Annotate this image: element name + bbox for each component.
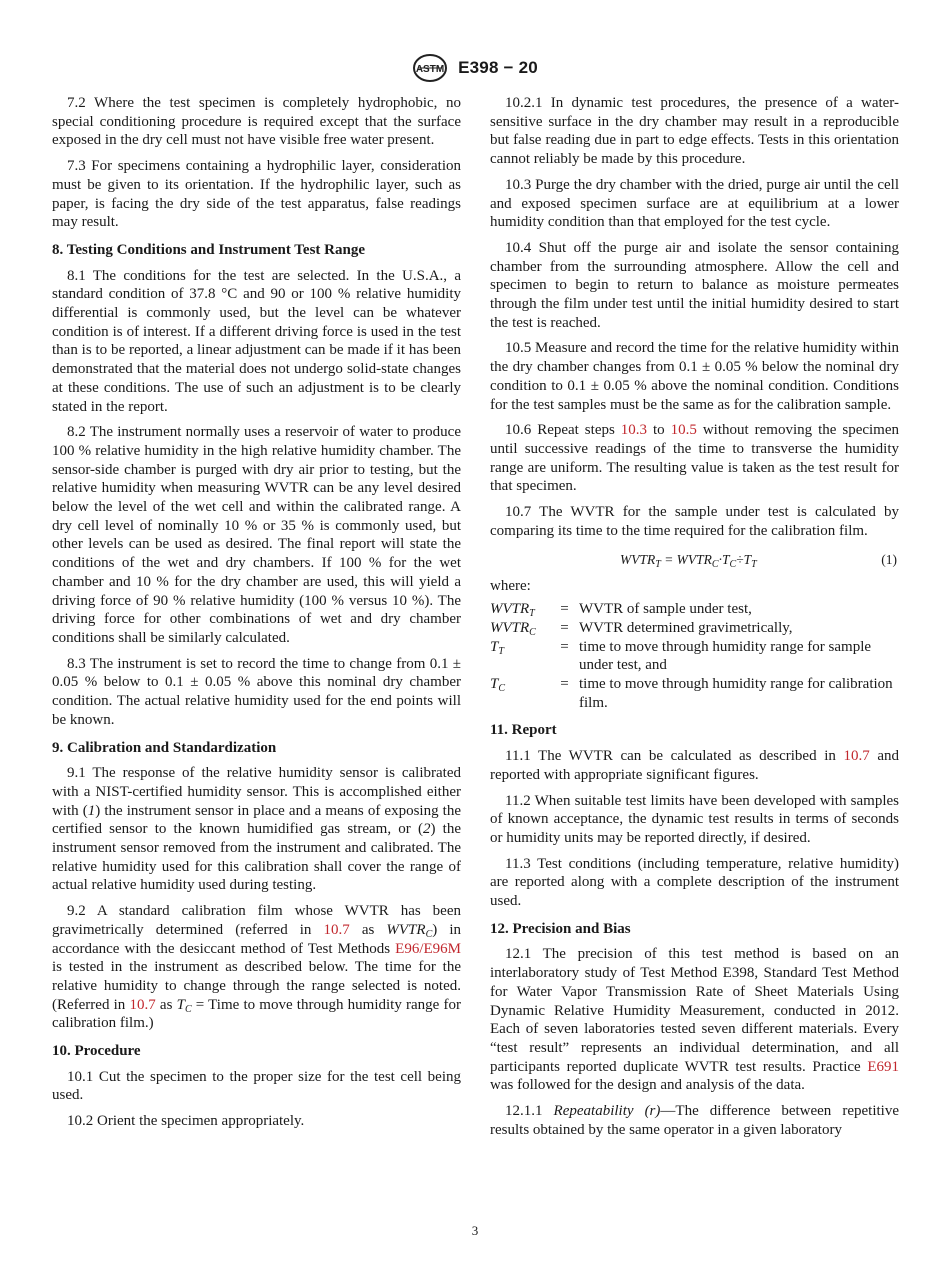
standard-code: E398 − 20	[458, 58, 538, 77]
paragraph-11-3: 11.3 Test conditions (including temperature, relative humidity) are reported along with a complete description of the instrument used.	[490, 855, 899, 910]
ref-link-e96[interactable]: E96/E96M	[395, 940, 461, 957]
section-heading-8: 8. Testing Conditions and Instrument Test Range	[52, 241, 366, 258]
paragraph-10-7: 10.7 The WVTR for the sample under test is calculated by comparing its time to the time required for the calibration film.	[490, 504, 899, 539]
paragraph-10-6: 10.6 Repeat steps 10.3 to 10.5 without removing the specimen until successive readings of the time to transverse the humidity range are uniform. The resulting value is taken as the test result for that specimen.	[490, 422, 900, 495]
logo-letters: ASTM	[415, 64, 445, 75]
section-heading-11: 11. Report	[490, 722, 557, 739]
ref-link-10-3[interactable]: 10.3	[620, 422, 648, 439]
page-header	[0, 53, 950, 83]
ref-link-e691[interactable]: E691	[867, 1058, 899, 1075]
paragraph-8-2: 8.2 The instrument normally uses a reservoir of water to produce 100 % relative humidity in the high relative humidity chamber. The sensor-side chamber is purged with dry air prior to testing, but the relative humidity when measuring WVTR can be any level desired below the level of the wet cell and within the calibrated range. A dry cell level of nominally 10 % or 35 % is commonly used, but other levels can be used as desired. The final report will state the conditions of the wet and dry chambers. If 100 % for the wet chamber and 10 % for the dry chamber are used, this will yield a driving force of 90 % relative humidity (100 % versus 10 %). The driving force for other combinations of wet and dry chamber conditions shall be similarly calculated.	[52, 424, 461, 646]
paragraph-10-2-1: 10.2.1 In dynamic test procedures, the presence of a water-sensitive surface in the dry chamber may result in a reproducible but false reading due in part to edge effects. Tests in this orientation cannot reliably be made by this procedure.	[490, 95, 899, 168]
paragraph-9-2: 9.2 A standard calibration film whose WVTR has been gravimetrically determined (referred in 10.7 as $WVTR_C$) in accordance with the desiccant method of Test Methods E96/E96M is tested in the instrument as described below. The time for the relative humidity to change through the range selected is noted. (Referred in 10.7 as $T_C$ = Time to move through humidity range for calibration film.)	[52, 903, 462, 1032]
definition-row: $WVTR_C$ = WVTR determined gravimetrically,	[490, 619, 793, 638]
paragraph-10-4: 10.4 Shut off the purge air and isolate the sensor containing chamber from the surrounding atmosphere. Allow the cell and specimen to begin to return to balance as moisture permeates through the film under test until the initial humidity desired to start the test is reached.	[490, 239, 899, 331]
definition-row: $WVTR_T$ = WVTR of sample under test,	[490, 601, 752, 620]
paragraph-11-1: 11.1 The WVTR can be calculated as described in 10.7 and reported with appropriate significant figures.	[490, 748, 899, 783]
ref-link-10-7[interactable]: 10.7	[843, 748, 870, 765]
right-column	[490, 94, 899, 1146]
equation-1	[490, 547, 899, 571]
paragraph-9-1: 9.1 The response of the relative humidity sensor is calibrated with a NIST-certified humidity sensor. This is accomplished either with (1) the instrument sensor in place and a means of exposing the certified sensor to the known humidified gas stream, or (2) the instrument sensor removed from the instrument and calibrated. The relative humidity used for this calibration shall cover the range of actual relative humidity used during testing.	[52, 765, 461, 894]
astm-logo-icon	[412, 53, 448, 83]
paragraph-8-1: 8.1 The conditions for the test are selected. In the U.S.A., a standard condition of 37.8 °C and 90 or 100 % relative humidity differential is commonly used, but the level can be whatever condition is of interest. If a different driving force is used in the test than is to be reported, a linear adjustment can be made if it has been demonstrated that the material does not undergo solid-state changes at these conditions. The use of such an adjustment is to be clearly stated in the report.	[52, 267, 461, 415]
paragraph-10-3: 10.3 Purge the dry chamber with the dried, purge air until the cell and exposed specimen surface are at equilibrium at a lower humidity condition than that employed for the test cycle.	[490, 176, 899, 231]
paragraph-7-2: 7.2 Where the test specimen is completely hydrophobic, no special conditioning procedure is required except that the surface exposed in the dry cell must not have visible free water present.	[52, 95, 461, 149]
section-heading-9: 9. Calibration and Standardization	[52, 739, 277, 756]
ref-link-10-7[interactable]: 10.7	[323, 921, 350, 938]
paragraph-11-2: 11.2 When suitable test limits have been developed with samples of known acceptance, the dynamic test results in terms of seconds or humidity units may be reported directly, if desired.	[490, 792, 899, 846]
section-heading-12: 12. Precision and Bias	[490, 920, 631, 937]
paragraph-12-1-1: 12.1.1 Repeatability (r)—The difference between repetitive results obtained by the same operator in a given laboratory	[490, 1103, 899, 1138]
definition-row: $T_T$ = time to move through humidity range for sample under test, and	[490, 638, 872, 674]
where-label: where:	[490, 578, 531, 595]
paragraph-10-1: 10.1 Cut the specimen to the proper size for the test cell being used.	[52, 1068, 461, 1104]
paragraph-8-3: 8.3 The instrument is set to record the time to change from 0.1 ± 0.05 % below to 0.1 ± 0.05 % above this nominal dry chamber condition. The actual relative humidity used for the end points will be known.	[52, 655, 461, 728]
ref-link-10-7[interactable]: 10.7	[129, 996, 156, 1013]
definitions-table	[490, 600, 899, 712]
paragraph-10-2: 10.2 Orient the specimen appropriately.	[67, 1113, 305, 1130]
equation-number: (1)	[881, 552, 897, 568]
paragraph-10-5: 10.5 Measure and record the time for the relative humidity within the dry chamber changes from 0.1 ± 0.05 % below the nominal dry condition to 0.1 ± 0.05 % above the nominal condition. Conditions for the test samples must be the same as for the calibration sample.	[490, 340, 899, 413]
paragraph-7-3: 7.3 For specimens containing a hydrophilic layer, consideration must be given to its orientation. If the hydrophilic layer, such as paper, is facing the dry side of the test apparatus, false readings may result.	[52, 158, 461, 231]
left-column	[52, 94, 461, 1138]
paragraph-12-1: 12.1 The precision of this test method is based on an interlaboratory study of Test Method E398, Standard Test Method for Water Vapor Transmission Rate of Sheet Materials Using Dynamic Relative Humidity Measurement, conducted in 2012. Each of seven laboratories tested seven different materials. Every “test result” represents an individual determination, and all participants reported duplicate WVTR test results. Practice E691 was followed for the design and analysis of the data.	[490, 946, 899, 1094]
page-number: 3	[471, 1223, 479, 1238]
definition-row: $T_C$ = time to move through humidity range for calibration film.	[490, 675, 893, 711]
ref-link-10-5[interactable]: 10.5	[670, 422, 697, 439]
section-heading-10: 10. Procedure	[52, 1043, 141, 1060]
equation-formula: $WVTR_T$ = $WVTR_C\cdot T_C\div T_T$	[620, 552, 757, 571]
